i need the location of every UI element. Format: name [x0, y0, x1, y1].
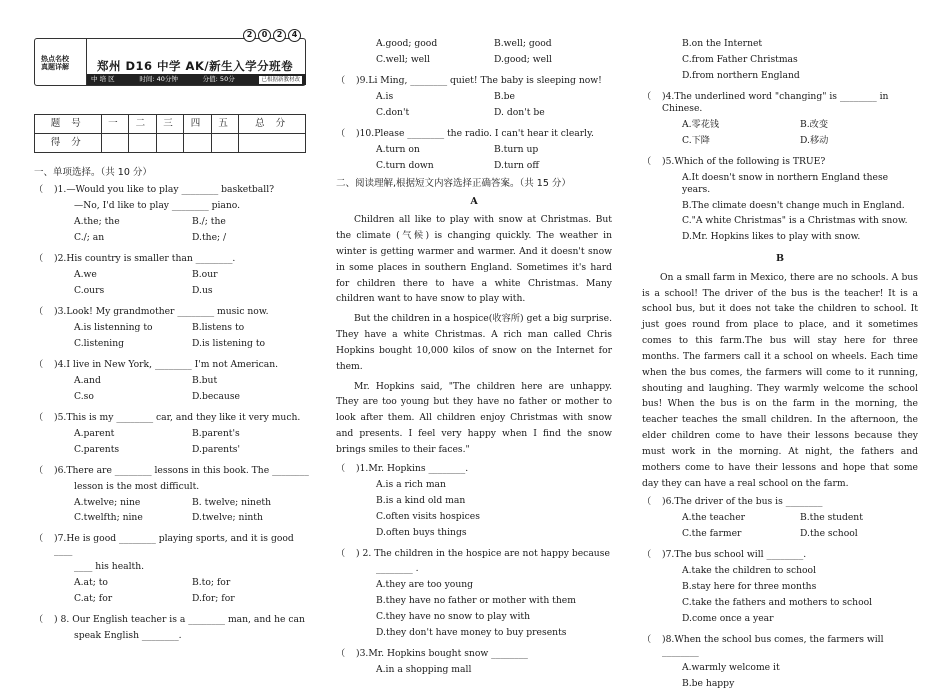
answer-bracket[interactable]: （ — [34, 614, 44, 626]
option[interactable]: D.because — [192, 390, 240, 402]
question-stem-continued: lesson is the most difficult. — [74, 480, 200, 492]
option[interactable]: A.and — [74, 374, 101, 386]
option[interactable]: B.be happy — [682, 677, 735, 689]
option[interactable]: C.turn down — [376, 159, 434, 171]
option[interactable]: C.from Father Christmas — [682, 53, 798, 65]
score-cell[interactable] — [156, 134, 184, 153]
answer-bracket[interactable]: （ — [336, 648, 346, 660]
question-7 — [34, 533, 310, 557]
option[interactable]: D.for; for — [192, 593, 235, 605]
score-header-cell: 一 — [101, 115, 129, 134]
option[interactable]: D.good; well — [494, 53, 552, 65]
question-stem: )4.The underlined word "changing" is ________ in Chinese. — [662, 90, 889, 114]
header-info-bar — [87, 74, 306, 85]
option[interactable]: A.good; good — [376, 38, 438, 49]
question-stem: )3.Mr. Hopkins bought snow ________ — [356, 648, 528, 660]
grade-label: 中 培 区 — [91, 75, 115, 83]
question-2-options — [34, 269, 310, 301]
year-digit: 4 — [288, 29, 301, 42]
option[interactable]: B./; the — [192, 216, 226, 228]
option[interactable]: C.twelfth; nine — [74, 512, 143, 524]
score-header-cell: 五 — [211, 115, 239, 134]
option[interactable]: B.is a kind old man — [376, 494, 466, 506]
option[interactable]: B.on the Internet — [682, 38, 763, 49]
column-3 — [642, 38, 918, 694]
rq2-options — [336, 579, 612, 643]
option[interactable]: B.改变 — [800, 118, 829, 130]
answer-bracket[interactable]: （ — [642, 549, 652, 561]
answer-bracket[interactable]: （ — [336, 462, 346, 474]
question-8 — [34, 614, 310, 626]
option[interactable]: B.stay here for three months — [682, 581, 817, 593]
question-stem-continued: —No, I'd like to play ________ piano. — [74, 200, 241, 212]
exam-title: 郑州 D16 中学 AK/新生入学分班卷 — [97, 59, 294, 73]
score-header-cell: 三 — [156, 115, 184, 134]
rq7-options — [642, 565, 918, 629]
option[interactable]: B.the student — [800, 512, 863, 524]
question-stem: )4.I live in New York, ________ I'm not American. — [54, 358, 279, 370]
option[interactable]: B. twelve; nineth — [192, 496, 271, 508]
rq5-options — [642, 172, 918, 248]
option[interactable]: C.so — [74, 390, 94, 402]
option[interactable]: A.is listenning to — [74, 321, 153, 333]
option[interactable]: D.come once a year — [682, 613, 774, 624]
badge-line: 真题详解 — [41, 63, 69, 72]
reading-question-2 — [336, 548, 612, 560]
score-label: 分值: 50分 — [202, 75, 235, 83]
option[interactable]: B.well; good — [494, 38, 552, 49]
answer-bracket[interactable]: （ — [336, 127, 346, 139]
option[interactable]: A.parent — [74, 427, 115, 439]
question-7-options — [34, 577, 310, 609]
rq3-options — [336, 664, 612, 680]
option[interactable]: A.It doesn't snow in northern England these years. — [682, 171, 889, 195]
option[interactable]: B.they have no father or mother with them — [376, 595, 576, 607]
exam-header — [34, 30, 306, 86]
score-table — [34, 114, 306, 153]
score-cell[interactable] — [239, 134, 306, 153]
passage-b-paragraph: On a small farm in Mexico, there are no schools. A bus is a school! The driver of the bus is the teacher! It is a school bus, but it does not take the children to school. It just goes round from place to place, and it sometimes comes to this farm.The bus will stay here for three months. The farmers call it a school on wheels. Each time when the bus comes, the farmers will come to it running, shouting and laughing. They warmly welcome the school bus! When the bus is on the farm in the morning, the teacher teaches the small children. In the afternoon, the elder children come to have their lessons because they must work in the morning. At night, the fathers and mothers come to have their lessons and hope that some day they can have a real school on the farm. — [642, 271, 918, 489]
score-cell[interactable] — [129, 134, 157, 153]
answer-bracket[interactable]: （ — [34, 358, 44, 370]
score-header-cell: 总 分 — [239, 115, 306, 134]
question-1-options — [34, 216, 310, 248]
reading-question-8 — [642, 634, 918, 658]
answer-bracket[interactable]: （ — [336, 74, 346, 86]
question-stem: )1.—Would you like to play ________ basketball? — [54, 184, 275, 196]
score-table-header-row — [35, 115, 306, 134]
option[interactable]: A.they are too young — [376, 579, 474, 591]
option[interactable]: B.our — [192, 269, 218, 281]
score-table-score-row — [35, 134, 306, 153]
reading-question-4 — [642, 91, 918, 115]
column-1 — [34, 30, 310, 642]
option[interactable]: A.turn on — [376, 143, 420, 155]
option[interactable]: D.twelve; ninth — [192, 512, 263, 524]
option[interactable]: A.is a rich man — [376, 478, 446, 490]
reading-question-7 — [642, 549, 918, 561]
header-badge — [41, 55, 69, 71]
question-5 — [34, 412, 310, 424]
rq3-options-continued — [642, 38, 918, 86]
year-digit: 2 — [243, 29, 256, 42]
question-stem: )3.Look! My grandmother ________ music now. — [54, 306, 269, 318]
option[interactable]: C.often visits hospices — [376, 510, 480, 522]
option[interactable]: D.移动 — [800, 134, 829, 146]
edition-label: 已根据新教材改 — [261, 76, 300, 83]
question-5-options — [34, 428, 310, 460]
answer-bracket[interactable]: （ — [642, 633, 652, 645]
option[interactable]: D.us — [192, 285, 213, 297]
option[interactable]: A.零花钱 — [682, 118, 720, 130]
option[interactable]: C.at; for — [74, 593, 113, 605]
question-4 — [34, 359, 310, 371]
option[interactable]: D.they don't have money to buy presents — [376, 627, 567, 639]
score-cell[interactable] — [101, 134, 129, 153]
option[interactable]: B.listens to — [192, 321, 245, 333]
answer-bracket[interactable]: （ — [34, 253, 44, 265]
question-stem: )10.Please ________ the radio. I can't hear it clearly. — [356, 127, 594, 139]
question-stem: )7.He is good ________ playing sports, and it is good ____ — [54, 533, 294, 557]
passage-a-label: A — [470, 195, 478, 207]
question-1 — [34, 184, 310, 196]
time-label: 时间: 40分钟 — [139, 75, 178, 83]
option[interactable]: D.is listening to — [192, 337, 266, 349]
section-2-title: 二、阅读理解,根据短文内容选择正确答案。（共 15 分） — [336, 177, 571, 189]
option[interactable]: A.twelve; nine — [74, 496, 141, 508]
answer-bracket[interactable]: （ — [34, 533, 44, 545]
question-2 — [34, 253, 310, 265]
option[interactable]: A.is — [376, 90, 394, 102]
option[interactable]: A.in a shopping mall — [376, 664, 472, 676]
option[interactable]: C.下降 — [682, 134, 710, 146]
score-cell[interactable] — [211, 134, 239, 153]
question-stem: )5.This is my ________ car, and they like it very much. — [54, 411, 301, 423]
score-header-cell: 二 — [129, 115, 157, 134]
question-stem: ) 8. Our English teacher is a ________ man, and he can — [54, 614, 305, 626]
option[interactable]: D.parents' — [192, 443, 240, 455]
year-digit: 0 — [258, 29, 271, 42]
q9-options — [336, 91, 612, 123]
option[interactable]: A.take the children to school — [682, 565, 817, 577]
q8-options — [336, 38, 612, 70]
question-6 — [34, 465, 310, 477]
score-cell[interactable] — [184, 134, 212, 153]
question-3-options — [34, 322, 310, 354]
option[interactable]: C.take the fathers and mothers to school — [682, 597, 873, 609]
option[interactable]: D.Mr. Hopkins likes to play with snow. — [682, 231, 861, 243]
option[interactable]: D.from northern England — [682, 69, 800, 81]
option[interactable]: B.to; for — [192, 577, 231, 589]
passage-a-paragraph: Mr. Hopkins said, "The children here are unhappy. They are too young but they have no father or mother to look after them. All children enjoy Christmas with snow and presents. I feel very happy when I find the snow brings smiles to their faces." — [336, 380, 612, 455]
answer-bracket[interactable]: （ — [34, 184, 44, 196]
option[interactable]: C."A white Christmas" is a Christmas with snow. — [682, 215, 908, 227]
question-9 — [336, 75, 612, 87]
question-stem: )1.Mr. Hopkins ________. — [356, 462, 469, 474]
question-6-options — [34, 497, 310, 529]
option[interactable]: B.turn up — [494, 143, 539, 155]
option[interactable]: A.we — [74, 269, 97, 281]
question-10 — [336, 128, 612, 140]
option[interactable]: D. don't be — [494, 106, 545, 118]
reading-question-1 — [336, 463, 612, 475]
badge-line: 热点名校 — [41, 55, 69, 63]
reading-question-3 — [336, 648, 612, 660]
option[interactable]: D.turn off — [494, 159, 539, 171]
answer-bracket[interactable]: （ — [34, 411, 44, 423]
option[interactable]: C./; an — [74, 232, 105, 244]
passage-b-label: B — [775, 253, 785, 265]
section-1-questions — [34, 184, 310, 642]
question-3 — [34, 306, 310, 318]
score-header-cell: 题 号 — [35, 115, 102, 134]
option[interactable]: A.warmly welcome it — [682, 661, 780, 673]
option[interactable]: A.the; the — [74, 216, 120, 228]
option[interactable]: D.the; / — [192, 232, 227, 244]
question-stem-continued: speak English ________. — [74, 630, 182, 642]
question-stem: )6.The driver of the bus is ________ — [662, 496, 823, 508]
option[interactable]: C.well; well — [376, 53, 430, 65]
option[interactable]: D.often buys things — [376, 526, 467, 538]
option[interactable]: C.ours — [74, 285, 105, 297]
option[interactable]: B.but — [192, 374, 218, 386]
question-stem: ) 2. The children in the hospice are not happy because — [356, 547, 610, 559]
option[interactable]: C.the farmer — [682, 528, 742, 540]
reading-question-5 — [642, 156, 918, 168]
answer-bracket[interactable]: （ — [34, 464, 44, 476]
question-stem-continued: ____ his health. — [74, 561, 145, 573]
question-stem: )6.There are ________ lessons in this book. The ________ — [54, 464, 309, 476]
option[interactable]: B.parent's — [192, 427, 240, 439]
option[interactable]: A.at; to — [74, 577, 108, 589]
year-badge — [243, 29, 301, 42]
question-stem: )7.The bus school will ________. — [662, 549, 807, 561]
reading-question-6 — [642, 496, 918, 508]
q10-options — [336, 144, 612, 176]
passage-a-paragraph: Children all like to play with snow at Christmas. But the climate (气候) is changing quickly. The weather in winter is getting warmer and warmer. And it doesn't snow in some places in southern England. Sometimes it's hard for children there to have a white Christmas. Many children want to have snow to play with. — [336, 214, 612, 305]
question-stem: )9.Li Ming, ________ quiet! The baby is sleeping now! — [356, 74, 602, 86]
section-1-title: 一、单项选择。（共 10 分） — [34, 167, 152, 178]
option[interactable]: D.the school — [800, 528, 858, 540]
column-2 — [336, 38, 612, 680]
question-4-options — [34, 375, 310, 407]
option[interactable]: C.don't — [376, 106, 410, 118]
answer-bracket[interactable]: （ — [34, 306, 44, 318]
answer-bracket[interactable]: （ — [642, 90, 652, 102]
rq8-options — [642, 662, 918, 694]
rq6-options — [642, 512, 918, 544]
option[interactable]: B.The climate doesn't change much in England. — [682, 199, 905, 211]
year-digit: 2 — [273, 29, 286, 42]
score-header-cell: 四 — [184, 115, 212, 134]
rq4-options — [642, 119, 918, 151]
question-stem: )8.When the school bus comes, the farmers will ________ — [662, 633, 884, 657]
question-stem: )5.Which of the following is TRUE? — [662, 155, 826, 167]
answer-bracket[interactable]: （ — [642, 496, 652, 508]
option[interactable]: A.the teacher — [682, 512, 746, 524]
answer-bracket[interactable]: （ — [642, 155, 652, 167]
score-row-label: 得 分 — [35, 134, 102, 153]
question-stem: )2.His country is smaller than ________. — [54, 253, 236, 265]
option[interactable]: C.listening — [74, 337, 124, 349]
header-badge-box — [35, 39, 87, 85]
option[interactable]: C.they have no snow to play with — [376, 611, 531, 623]
option[interactable]: C.parents — [74, 443, 120, 455]
answer-bracket[interactable]: （ — [336, 547, 346, 559]
question-stem-continued: ________ . — [376, 563, 419, 575]
passage-a-paragraph: But the children in a hospice(收容所) get a big surprise. They have a white Christmas. A rich man called Chris Hopkins bought 10,000 kilos of snow on the Internet for them. — [336, 313, 612, 372]
rq1-options — [336, 479, 612, 543]
option[interactable]: B.be — [494, 90, 515, 102]
